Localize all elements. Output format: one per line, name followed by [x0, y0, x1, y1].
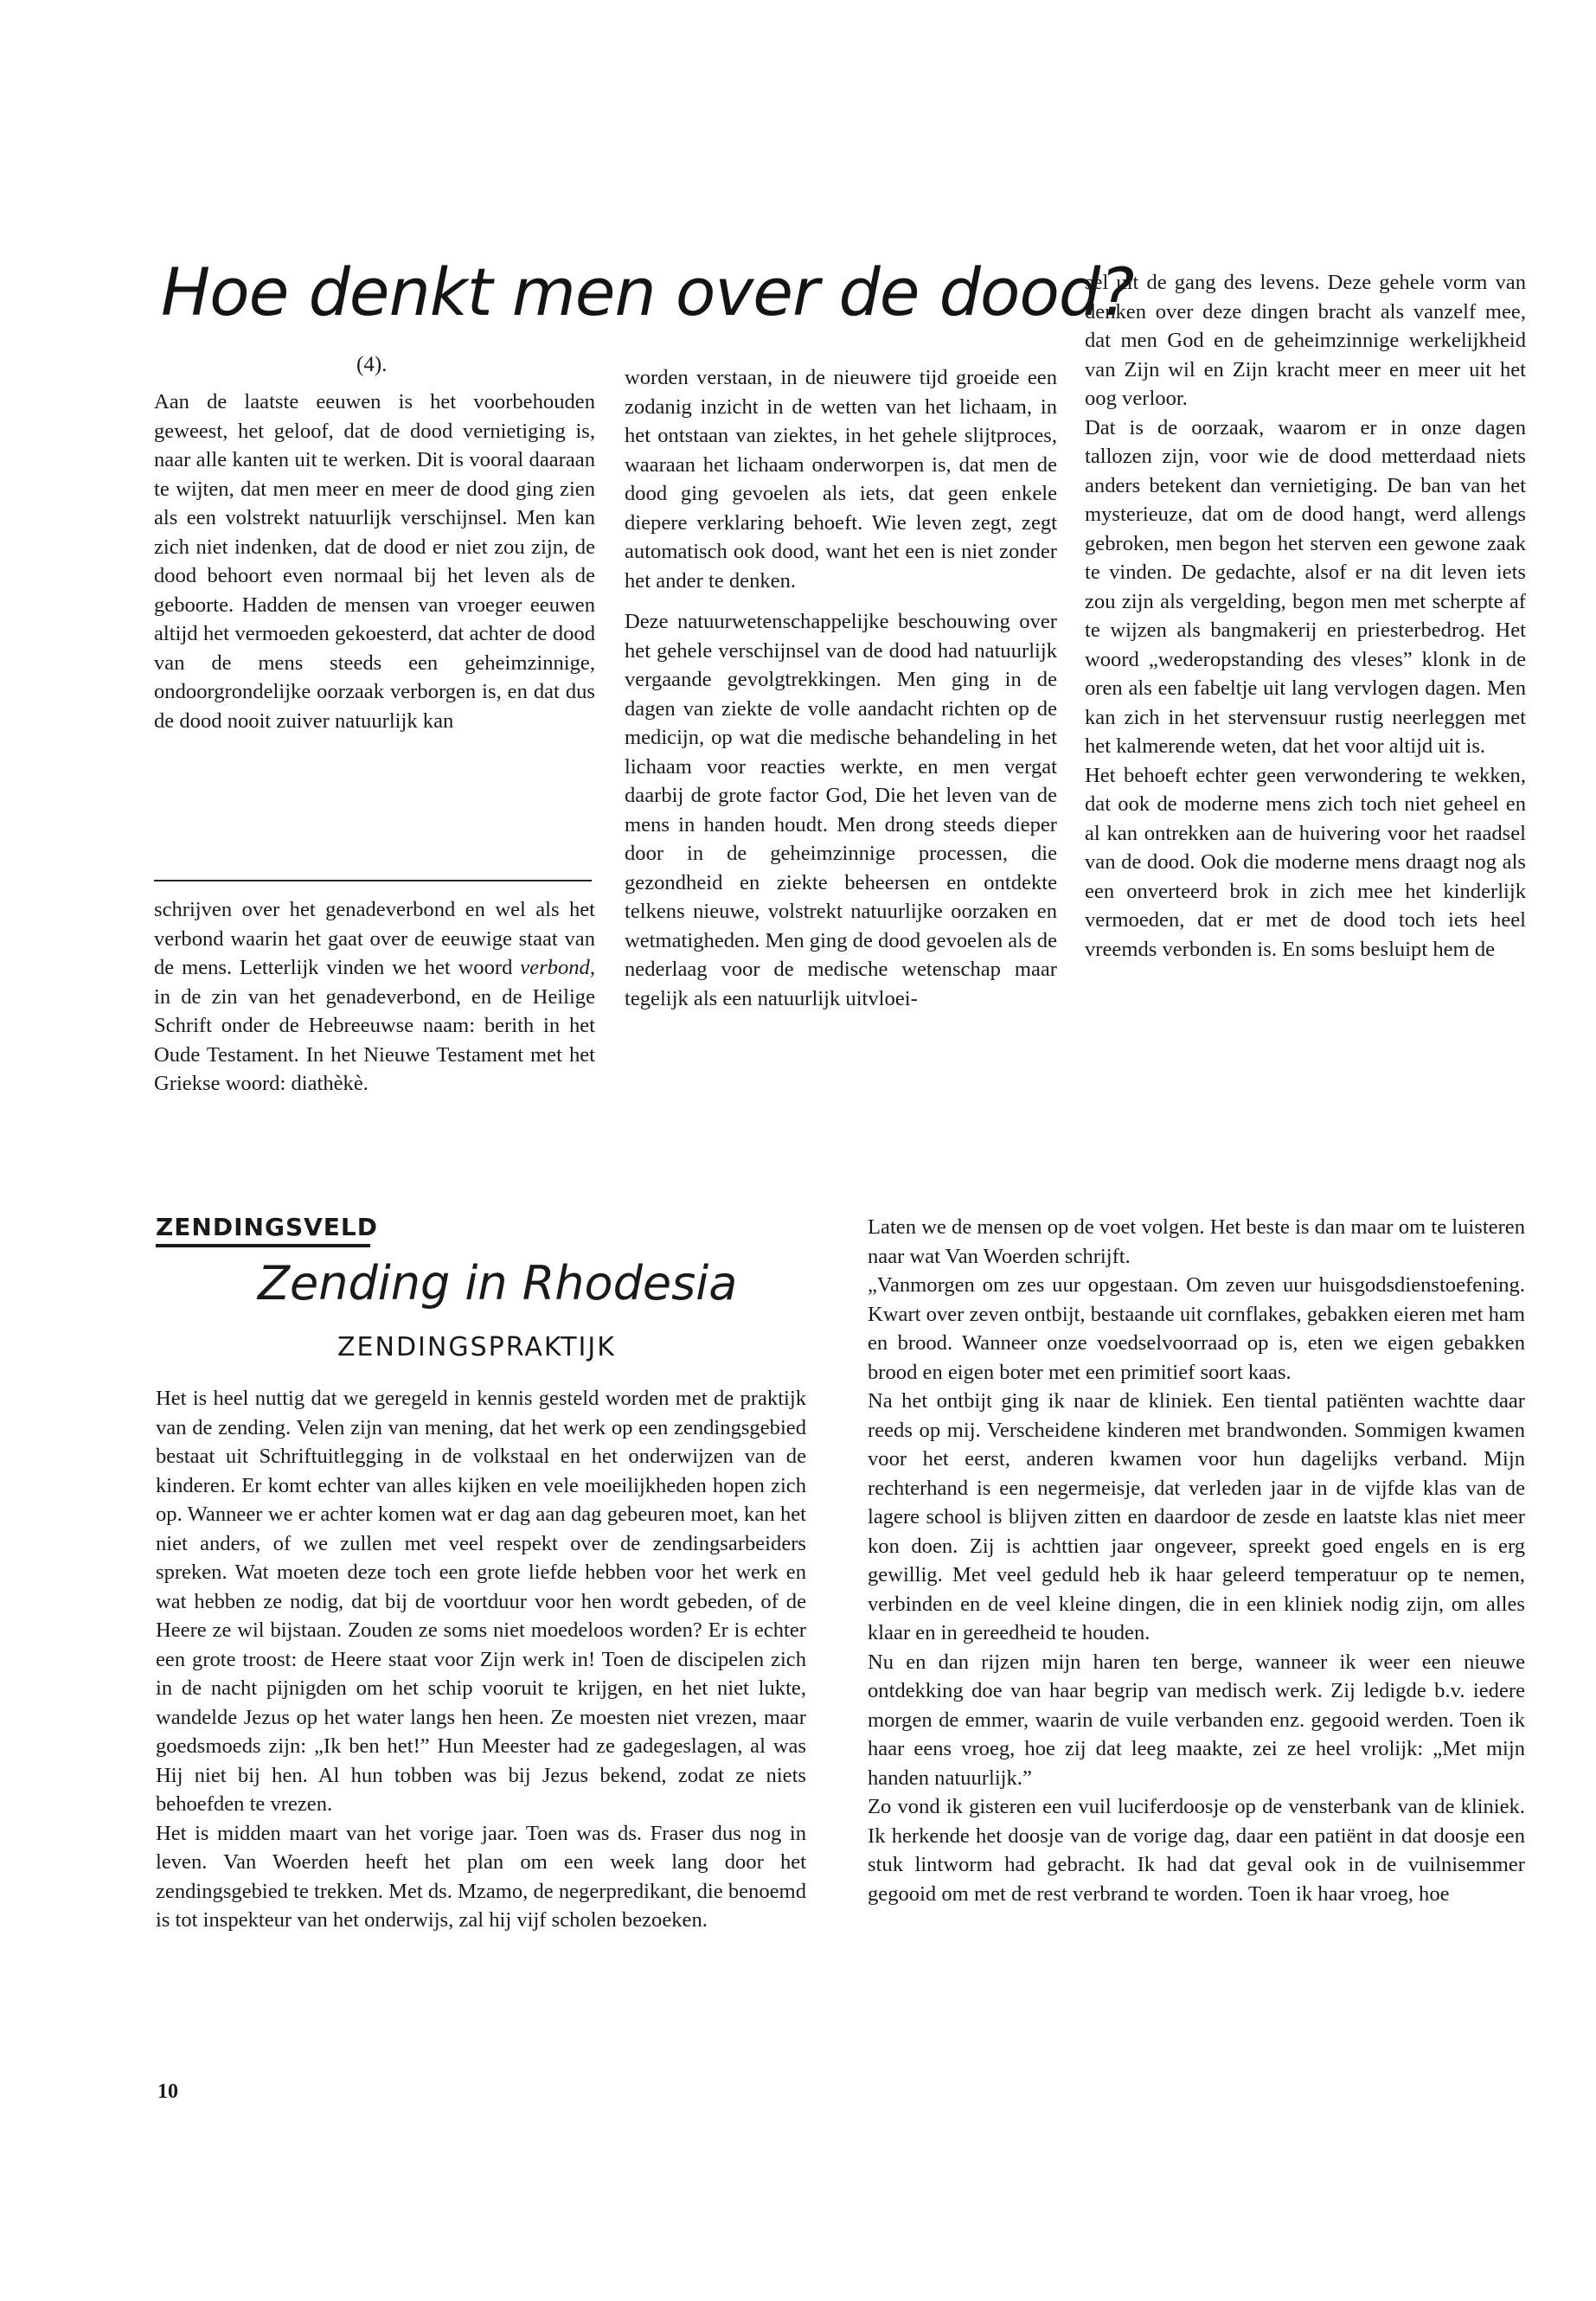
paragraph: Laten we de mensen op de voet volgen. Het beste is dan maar om te luisteren naar wat Van Woerden schrijft. — [868, 1215, 1525, 1268]
paragraph: Dat is de oorzaak, waarom er in onze dagen tallozen zijn, voor wie de dood metterdaad niets anders betekent dan vernietiging. De ban van het mysterieuze, dat om de dood hangt, werd allengs gebroken, men begon het sterven een gewone zaak te vinden. De gedachte, alsof er na dit leven iets zou zijn als vergelding, begon men met scherpte af te wijzen als bangmakerij en priesterbedrog. Het woord „wederopstanding des vleses” klonk in de oren als een fabeltje uit lang vervlogen dagen. Men kan zich in het stervensuur rustig neerleggen met het kalmerende weten, dat het voor altijd uit is. — [1085, 415, 1526, 758]
article2-title: Zending in Rhodesia — [258, 1256, 738, 1311]
page-number: 10 — [157, 2080, 178, 2103]
paragraph: Het is heel nuttig dat we geregeld in kennis gesteld worden met de praktijk van de zending. Velen zijn van mening, dat het werk op een zendingsgebied bestaat uit Schriftuitlegging in de volkstaal en het onderwijzen van de kinderen. Er komt echter van alles kijken en vele moeilijkheden hopen zich op. Wanneer we er achter komen wat er dag aan dag gebeuren moet, kan het niet anders, of we zullen met veel respekt over de zendingsarbeiders spreken. Wat moeten deze toch een grote liefde hebben voor het werk en wat hebben ze nodig, dat bij de voortduur voor hen wordt gebeden, of de Heere ze wil bijstaan. Zouden ze soms niet moedeloos worden? Er is echter een grote troost: de Heere staat voor Zijn werk in! Toen de discipelen zich in de nacht pijnigden om het schip vooruit te krijgen, en het niet lukte, wandelde Jezus op het water langs hen heen. Ze moesten niet vrezen, maar goedsmoeds zijn: „Ik ben het!” Hun Meester had ze gadegeslagen, al was Hij niet bij hen. Al hun tobben was bij Jezus bekend, zodat ze niets behoefden te vrezen. — [156, 1387, 806, 1816]
article-column-1b — [154, 895, 595, 1099]
paragraph: Nu en dan rijzen mijn haren ten berge, wanneer ik weer een nieuwe ontdekking doe van haar begrip van medisch werk. Zij ledigde b.v. iedere morgen de emmer, waarin de vuile verbanden enz. gegooid werden. Toen ik haar eens vroeg, hoe zij dat leeg maakte, zei ze heel vrolijk: „Met mijn handen natuurlijk.” — [868, 1650, 1525, 1790]
paragraph: Zo vond ik gisteren een vuil luciferdoosje op de vensterbank van de kliniek. Ik herkende het doosje van de vorige dag, daar een patiënt in dat doosje een stuk lintworm had gebracht. Ik had dat geval ook in de vuilnisemmer gegooid om met de rest verbrand te worden. Toen ik haar vroeg, hoe — [868, 1795, 1525, 1906]
article-title: Hoe denkt men over de dood? — [161, 253, 1134, 330]
article-column-2 — [625, 363, 1057, 1013]
paragraph: sel uit de gang des levens. Deze gehele vorm van denken over deze dingen bracht als vanzelf mee, dat men God en de geheimzinnige werkelijkheid van Zijn wil en Zijn kracht meer en meer uit het oog verloor. — [1085, 271, 1526, 410]
article-column-3 — [1085, 268, 1526, 964]
paragraph: Na het ontbijt ging ik naar de kliniek. Een tiental patiënten wachtte daar reeds op mij. Verscheidene kinderen met brandwonden. Sommigen kwamen voor het eerst, anderen kwamen voor hun dagelijks verband. Mijn rechterhand is een negermeisje, dat verleden jaar in de vijfde klas van de lagere school is blijven zitten en daardoor de zesde en laatste klas niet meer kon doen. Zij is achttien jaar ongeveer, spreekt goed engels en is erg gewillig. Met veel geduld heb ik haar geleerd temperatuur op te nemen, verbinden en de veel kleine dingen, die in een kliniek nodig zijn, om alles klaar en in gereedheid te houden. — [868, 1389, 1525, 1644]
paragraph: Aan de laatste eeuwen is het voorbehouden geweest, het geloof, dat de dood vernietiging is, naar alle kanten uit te werken. Dit is vooral daaraan te wijten, dat men meer en meer de dood ging zien als een volstrekt natuurlijk verschijnsel. Men kan zich niet indenken, dat de dood er niet zou zijn, de dood behoort even normaal bij het leven als de geboorte. Hadden de mensen van vroeger eeuwen altijd het vermoeden gekoesterd, dat achter de dood van de mens steeds een geheimzinnige, ondoorgrondelijke oorzaak verborgen is, en dat dus de dood nooit zuiver natuurlijk kan — [154, 390, 595, 733]
paragraph: Deze natuurwetenschappelijke beschouwing over het gehele verschijnsel van de dood had natuurlijk vergaande gevolgtrekkingen. Men ging in de dagen van ziekte de volle aandacht richten op de medicijn, op wat die medische behandeling in het lichaam voor reacties werkte, en men vergat daarbij de grote factor God, Die het leven van de mens in handen houdt. Men drong steeds dieper door in de geheimzinnige processen, die gezondheid en ziekte beheersen en ontdekte telkens nieuwe, volstrekt natuurlijke oorzaken en wetmatigheden. Men ging de dood gevoelen als de nederlaag voor de medische wetenschap maar tegelijk als een natuurlijk uitvloei- — [625, 610, 1057, 1010]
paragraph: Het is midden maart van het vorige jaar. Toen was ds. Fraser dus nog in leven. Van Woerden heeft het plan om een week lang door het zendingsgebied te trekken. Met ds. Mzamo, de negerpredikant, die benoemd is tot inspekteur van het onderwijs, zal hij vijf scholen bezoeken. — [156, 1821, 806, 1932]
paragraph: schrijven over het genadeverbond en wel als het verbond waarin het gaat over de eeuwige staat van de mens. Letterlijk vinden we het woord verbond, in de zin van het genadeverbond, en de Heilige Schrift onder de Hebreeuwse naam: berith in het Oude Testament. In het Nieuwe Testament met het Griekse woord: diathèkè. — [154, 898, 595, 1095]
paragraph: „Vanmorgen om zes uur opgestaan. Om zeven uur huisgodsdienstoefening. Kwart over zeven ontbijt, bestaande uit cornflakes, gebakken eieren met ham en brood. Wanneer onze voedselvoorraad op is, eten we eigen gebakken brood en eigen boter met een primitief soort kaas. — [868, 1273, 1525, 1384]
paragraph: Het behoeft echter geen verwondering te wekken, dat ook de moderne mens zich toch niet geheel en al kan ontrekken aan de huivering voor het raadsel van de dood. Ook die moderne mens draagt nog als een onverteerd brok in zich mee het kinderlijk vermoeden, dat er met de dood toch iets heel vreemds verbonden is. En soms besluipt hem de — [1085, 763, 1526, 961]
article2-column-1 — [156, 1384, 806, 1935]
article2-subtitle: ZENDINGSPRAKTIJK — [337, 1332, 616, 1362]
section-label: ZENDINGSVELD — [156, 1213, 378, 1241]
divider — [154, 880, 592, 881]
paragraph: worden verstaan, in de nieuwere tijd groeide een zodanig inzicht in de wetten van het lichaam, in het ontstaan van ziektes, in het gehele slijtproces, waaraan het lichaam onderworpen is, dat men de dood ging gevoelen als iets, dat geen enkele diepere verklaring behoeft. Wie leven zegt, zegt automatisch ook dood, want het een is niet zonder het ander te denken. — [625, 366, 1057, 593]
part-number: (4). — [356, 353, 388, 376]
section-underline — [156, 1244, 370, 1247]
article2-column-2 — [868, 1213, 1525, 1908]
article-column-1a — [154, 388, 595, 735]
